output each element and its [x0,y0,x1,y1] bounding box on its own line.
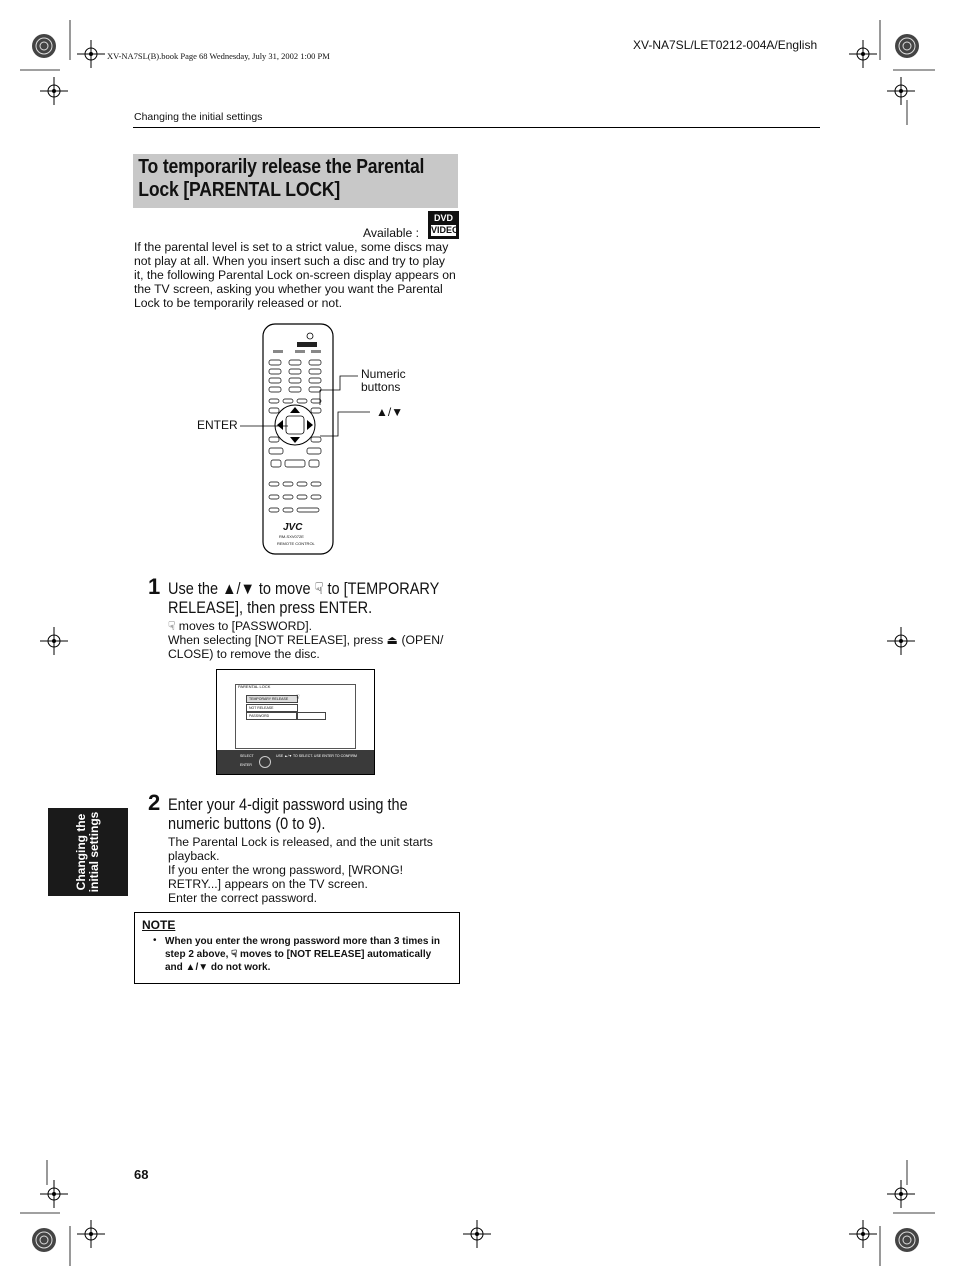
osd-hint: USE ▲/▼ TO SELECT. USE ENTER TO CONFIRM [276,754,357,758]
remote-brand: JVC [283,522,303,533]
step-2-number: 2 [148,790,161,815]
doc-code: XV-NA7SL/LET0212-004A/English [633,38,818,52]
remote-control-caption: REMOTE CONTROL [277,541,315,546]
step-1-line-2: When selecting [NOT RELEASE], press ⏏ (OPEN/ CLOSE) to remove the disc. [168,633,444,661]
dvd-logo-line2: VIDEO [431,225,460,235]
step-2-heading: Enter your 4-digit password using the numeric buttons (0 to 9). [168,796,408,833]
page-number: 68 [134,1167,149,1182]
section-header: Changing the initial settings [134,111,263,123]
note-label: NOTE [142,918,176,932]
book-info: XV-NA7SL(B).book Page 68 Wednesday, July 31, 2002 1:00 PM [107,51,330,61]
intro-paragraph: If the parental level is set to a strict value, some discs may not play at all. When you insert such a disc and try to play it, the following Parental Lock on-screen display appears on the TV screen, asking you whether you want the Parental Lock to be temporarily released or not. [134,240,456,310]
note-box [134,912,460,984]
arrow-buttons-callout: ▲/▼ [376,405,404,419]
available-label: Available : [363,226,420,240]
step-1-number: 1 [148,574,161,599]
step-2-line-1: The Parental Lock is released, and the unit starts playback. [168,835,433,863]
page-title: To temporarily release the Parental Lock [PARENTAL LOCK] [138,156,425,201]
dvd-video-logo [428,211,459,239]
numeric-buttons-callout: Numeric buttons [361,367,406,394]
section-side-tab [48,808,128,896]
side-tab-label: Changing the initial settings [74,811,101,893]
section-title-box [133,154,458,208]
enter-button-callout: ENTER [197,418,238,432]
step-2-line-3: Enter the correct password. [168,891,318,905]
osd-item-temporary-release[interactable]: TEMPORARY RELEASE [246,695,298,703]
parental-lock-osd [216,669,375,775]
note-bullet-icon: • [153,935,157,946]
pointer-icon: ☟ [296,695,300,701]
osd-help-bar [217,750,374,774]
remote-model: RM-SXV072E [279,534,304,539]
note-bullet-text: When you enter the wrong password more than 3 times in step 2 above, ☟ moves to [NOT RELEASE] automatically and ▲/▼ do not work. [165,936,441,973]
header-rule [133,127,820,128]
osd-item-not-release[interactable]: NOT RELEASE [246,704,298,712]
osd-item-password[interactable]: PASSWORD [246,712,298,720]
osd-panel [235,684,356,749]
step-2-line-2: If you enter the wrong password, [WRONG! RETRY...] appears on the TV screen. [168,863,404,891]
step-1-heading: Use the ▲/▼ to move ☟ to [TEMPORARY RELEASE], then press ENTER. [168,580,440,617]
osd-title: PARENTAL LOCK [238,684,271,689]
step-1-line-1: ☟ moves to [PASSWORD]. [168,619,312,633]
osd-password-field[interactable] [296,712,326,720]
osd-dpad-icon [259,756,271,768]
osd-select-label: SELECT [240,754,254,758]
callout-lines [230,360,380,440]
osd-enter-label: ENTER [240,763,252,767]
dvd-logo-line1: DVD [433,213,453,223]
